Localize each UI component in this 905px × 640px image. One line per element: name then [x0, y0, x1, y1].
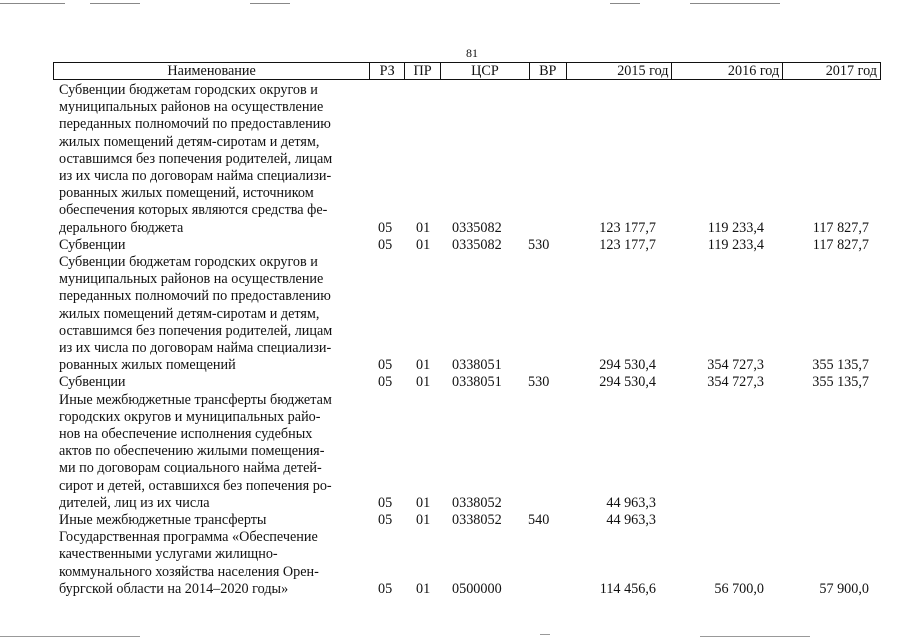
value-2015: 44 963,3: [606, 494, 656, 511]
description-line: Иные межбюджетные трансферты: [59, 512, 267, 528]
value-2017: 57 900,0: [819, 580, 869, 597]
description-line: оставшимся без попечения родителей, лицам: [59, 150, 333, 167]
description-line: обеспечения которых являются средства фе-: [59, 202, 328, 219]
pr-cell: 01: [416, 219, 431, 236]
row-description: [59, 82, 369, 237]
description-line: бургской области на 2014–2020 годы»: [59, 580, 289, 597]
scan-edge-line: [690, 3, 780, 4]
header-2017: 2017 год: [825, 63, 877, 79]
description-line: ми по договорам социального найма детей-: [59, 460, 322, 477]
table-row: [0, 392, 905, 512]
table-row: [0, 82, 905, 237]
description-line: сирот и детей, оставшихся без попечения ро-: [59, 477, 332, 494]
value-2016: 119 233,4: [707, 236, 764, 253]
value-2017: 117 827,7: [812, 219, 869, 236]
csr-cell: 0500000: [452, 580, 502, 597]
description-line: переданных полномочий по предоставлению: [59, 116, 331, 133]
value-2016: 354 727,3: [707, 374, 764, 391]
value-2016: 119 233,4: [707, 219, 764, 236]
description-line: рованных жилых помещений, источником: [59, 185, 314, 202]
header-name: Наименование: [54, 63, 370, 79]
description-line: дерального бюджета: [59, 219, 184, 236]
description-line: актов по обеспечению жилыми помещения-: [59, 443, 325, 460]
vr-cell: 530: [528, 374, 550, 391]
value-2015: 114 456,6: [599, 580, 656, 597]
description-line: Субвенции бюджетам городских округов и: [59, 254, 318, 270]
scan-edge-line: [250, 3, 290, 4]
vr-cell: 540: [528, 512, 550, 528]
value-2017: 355 135,7: [812, 374, 869, 391]
header-2015: 2015 год: [567, 63, 673, 79]
description-line: переданных полномочий по предоставлению: [59, 288, 331, 305]
rz-cell: 05: [378, 374, 393, 391]
table-row: [0, 374, 905, 391]
description-line: муниципальных районов на осуществление: [59, 99, 324, 116]
value-2016: 354 727,3: [707, 357, 764, 374]
pr-cell: 01: [416, 580, 431, 597]
description-line: качественными услугами жилищно-: [59, 546, 278, 563]
scan-edge-line: [0, 636, 140, 637]
csr-cell: 0335082: [452, 219, 502, 236]
csr-cell: 0338052: [452, 494, 502, 511]
description-line: жилых помещений детям-сиротам и детям,: [59, 133, 320, 150]
description-line: жилых помещений детям-сиротам и детям,: [59, 305, 320, 322]
pr-cell: 01: [416, 236, 431, 253]
row-description: [59, 512, 369, 529]
header-csr: ЦСР: [441, 63, 530, 79]
value-2015: 294 530,4: [599, 374, 656, 391]
description-line: оставшимся без попечения родителей, лицам: [59, 322, 333, 339]
value-2017: 117 827,7: [812, 236, 869, 253]
scan-edge-line: [610, 3, 640, 4]
header-pr: ПР: [405, 63, 441, 79]
value-2016: 56 700,0: [714, 580, 764, 597]
description-line: Субвенции: [59, 374, 126, 391]
description-line: нов на обеспечение исполнения судебных: [59, 426, 313, 442]
row-description: [59, 529, 369, 598]
table-row: [0, 237, 905, 254]
description-line: рованных жилых помещений: [59, 357, 236, 374]
description-line: муниципальных районов на осуществление: [59, 271, 324, 288]
value-2017: 355 135,7: [812, 357, 869, 374]
rz-cell: 05: [378, 236, 393, 253]
value-2015: 123 177,7: [599, 236, 656, 253]
pr-cell: 01: [416, 512, 431, 528]
scan-edge-line: [90, 3, 140, 4]
table-row: [0, 529, 905, 598]
header-vr: ВР: [530, 63, 567, 79]
description-line: Субвенции: [59, 236, 126, 253]
header-rz: РЗ: [370, 63, 405, 79]
page-number: 81: [466, 46, 478, 60]
pr-cell: 01: [416, 494, 431, 511]
csr-cell: 0338052: [452, 512, 502, 528]
scan-edge-line: [540, 634, 550, 635]
description-line: Субвенции бюджетам городских округов и: [59, 82, 318, 98]
rz-cell: 05: [378, 357, 393, 374]
description-line: Государственная программа «Обеспечение: [59, 529, 318, 546]
rz-cell: 05: [378, 580, 393, 597]
vr-cell: 530: [528, 236, 550, 253]
description-line: коммунального хозяйства населения Орен-: [59, 563, 319, 580]
table-row: [0, 254, 905, 374]
value-2015: 123 177,7: [599, 219, 656, 236]
csr-cell: 0338051: [452, 374, 502, 391]
table-row: [0, 512, 905, 529]
description-line: из их числа по договорам найма специализи-: [59, 168, 332, 185]
description-line: городских округов и муниципальных райо-: [59, 408, 321, 425]
header-2016: 2016 год: [672, 63, 783, 79]
value-2015: 44 963,3: [606, 512, 656, 528]
scan-edge-line: [0, 3, 65, 4]
rz-cell: 05: [378, 219, 393, 236]
pr-cell: 01: [416, 374, 431, 391]
description-line: из их числа по договорам найма специализи-: [59, 340, 332, 357]
row-description: [59, 374, 369, 391]
row-description: [59, 254, 369, 374]
description-line: Иные межбюджетные трансферты бюджетам: [59, 391, 332, 408]
description-line: дителей, лиц из их числа: [59, 494, 210, 511]
pr-cell: 01: [416, 357, 431, 374]
rz-cell: 05: [378, 512, 393, 528]
csr-cell: 0335082: [452, 236, 502, 253]
rz-cell: 05: [378, 494, 393, 511]
row-description: [59, 392, 369, 512]
row-description: [59, 237, 369, 254]
table-header: [53, 62, 881, 80]
value-2015: 294 530,4: [599, 357, 656, 374]
csr-cell: 0338051: [452, 357, 502, 374]
scan-edge-line: [700, 636, 810, 637]
